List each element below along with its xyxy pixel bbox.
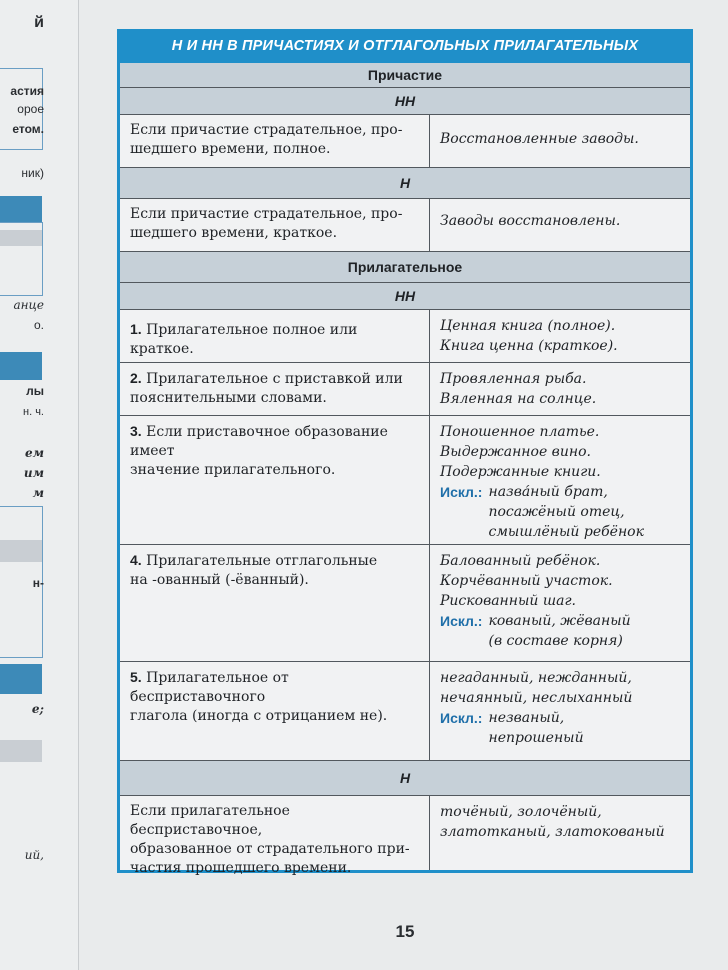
example-cell: Восстановленные заводы. <box>440 131 639 147</box>
table-row <box>120 415 690 544</box>
table-row <box>120 309 690 362</box>
exception-label: Искл.: <box>440 484 483 500</box>
group-label-n: Н <box>120 760 690 795</box>
example-cell: Провяленная рыба. Вяленная на солнце. <box>440 371 597 407</box>
exceptions: Искл.: назва́ный брат, посажёный отец, смышлёный ребёнок <box>440 484 644 540</box>
table-row <box>120 795 690 876</box>
left-fragment: астия <box>10 84 44 98</box>
table-row <box>120 544 690 661</box>
left-grey <box>0 740 42 762</box>
rules-table <box>117 29 693 876</box>
left-band <box>0 352 42 380</box>
group-label-n: Н <box>120 167 690 198</box>
exceptions: Искл.: незваный, непрошеный <box>440 710 584 746</box>
exception-label: Искл.: <box>440 710 483 726</box>
exceptions: Искл.: кованый, жёваный (в составе корня) <box>440 613 631 649</box>
example-cell: Поношенное платье. Выдержанное вино. Подержанные книги. Искл.: назва́ный брат, посажёный отец, смышлёный ребёнок <box>430 416 690 544</box>
left-fragment: лы <box>26 384 44 398</box>
table-row <box>120 661 690 760</box>
left-fragment: н- <box>32 576 44 590</box>
left-box <box>0 222 43 296</box>
group-label-nn: НН <box>120 87 690 114</box>
left-fragment: ник) <box>21 166 44 180</box>
table-title: Н И НН В ПРИЧАСТИЯХ И ОТГЛАГОЛЬНЫХ ПРИЛАГАТЕЛЬНЫХ <box>120 29 690 63</box>
left-band <box>0 196 42 222</box>
page-number: 15 <box>395 922 415 941</box>
rule-cell: 1. Прилагательное полное или краткое. <box>120 310 430 362</box>
example-cell: негаданный, нежданный, нечаянный, неслыханный Искл.: незваный, непрошеный <box>430 662 690 760</box>
example-cell: точёный, золочёный, златотканый, златокованый <box>440 804 665 840</box>
table-row <box>120 362 690 415</box>
left-band <box>0 664 42 694</box>
left-fragment: етом. <box>12 122 44 136</box>
example-cell: Заводы восстановлены. <box>440 213 621 229</box>
rule-cell: Если причастие страдательное, про- шедшего времени, краткое. <box>120 199 430 251</box>
section-heading-participle: Причастие <box>120 63 690 87</box>
example-cell: Балованный ребёнок. Корчёванный участок. Рискованный шаг. Искл.: кованый, жёваный (в составе корня) <box>430 545 690 661</box>
left-fragment: е; <box>31 702 44 716</box>
left-fragment: н. ч. <box>23 406 44 418</box>
rule-cell: 2. Прилагательное с приставкой или пояснительными словами. <box>120 363 430 415</box>
rule-cell: Если прилагательное бесприставочное, образованное от страдательного при- частия прошедшего времени. <box>120 796 430 870</box>
section-heading-adjective: Прилагательное <box>120 251 690 282</box>
left-page-fragment <box>0 0 79 970</box>
left-fragment: орое <box>17 102 44 116</box>
group-label-nn: НН <box>120 282 690 309</box>
table-row <box>120 198 690 251</box>
left-fragment: анце <box>13 298 44 312</box>
left-fragment: им <box>23 466 44 480</box>
rule-cell: 5. Прилагательное от бесприставочного глагола (иногда с отрицанием не). <box>120 662 430 760</box>
rule-cell: Если причастие страдательное, про- шедшего времени, полное. <box>120 115 430 167</box>
left-fragment: ий, <box>24 848 44 862</box>
example-cell: Ценная книга (полное). Книга ценна (краткое). <box>440 318 618 354</box>
exception-label: Искл.: <box>440 613 483 629</box>
table-row <box>120 114 690 167</box>
left-fragment: ем <box>24 446 44 460</box>
left-fragment: о. <box>33 318 44 332</box>
left-grey <box>0 540 42 562</box>
rule-cell: 4. Прилагательные отглагольные на -ованный (-ёванный). <box>120 545 430 661</box>
left-fragment: й <box>34 14 44 31</box>
rule-cell: 3. Если приставочное образование имеет значение прилагательного. <box>120 416 430 544</box>
left-fragment: м <box>32 486 44 500</box>
